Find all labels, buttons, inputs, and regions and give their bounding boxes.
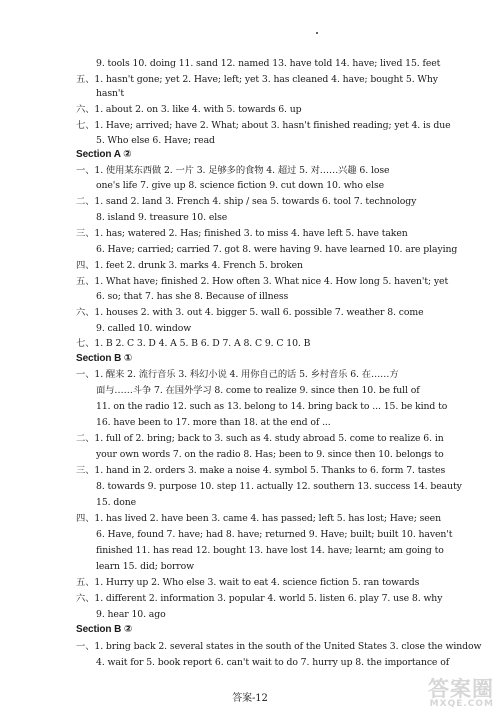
answer-line: 二、1. sand 2. land 3. French 4. ship / sea 5. towards 6. tool 7. technology (76, 196, 417, 207)
answer-line: 9. called 10. window (96, 323, 192, 334)
answer-line: 16. have been to 17. more than 18. at the end of ... (96, 417, 331, 428)
section-heading: Section B ① (76, 353, 133, 364)
section-heading: Section A ② (76, 149, 132, 160)
answer-line: 六、1. about 2. on 3. like 4. with 5. towards 6. up (76, 104, 302, 115)
answer-line: 六、1. houses 2. with 3. out 4. bigger 5. wall 6. possible 7. weather 8. come (76, 307, 424, 318)
watermark-small: MXQE.COM (429, 699, 494, 709)
answer-line: 9. tools 10. doing 11. sand 12. named 13. have told 14. have; lived 15. feet (96, 58, 441, 69)
answer-line: 七、1. B 2. C 3. D 4. A 5. B 6. D 7. A 8. C 9. C 10. B (76, 338, 311, 349)
answer-line: 6. Have, found 7. have; had 8. have; returned 9. Have; built; built 10. haven't (96, 529, 453, 540)
watermark-big: 答案圈 (428, 677, 494, 701)
answer-line: 七、1. Have; arrived; have 2. What; about 3. hasn't finished reading; yet 4. is due (76, 120, 451, 131)
answer-line: 5. Who else 6. Have; read (96, 135, 215, 146)
answer-line: 二、1. full of 2. bring; back to 3. such as 4. study abroad 5. come to realize 6. in (76, 433, 444, 444)
answer-line: 一、1. bring back 2. several states in the south of the United States 3. close the window (76, 641, 482, 652)
stray-mark (316, 32, 318, 34)
answer-line: 11. on the radio 12. such as 13. belong to 14. bring back to ... 15. be kind to (96, 401, 448, 412)
answer-line: learn 15. did; borrow (96, 561, 195, 572)
answer-line: 四、1. has lived 2. have been 3. came 4. has passed; left 5. has lost; Have; seen (76, 513, 441, 524)
answer-line: 8. island 9. treasure 10. else (96, 212, 228, 223)
answer-line: 六、1. different 2. information 3. popular 4. world 5. listen 6. play 7. use 8. why (76, 593, 443, 604)
answer-line: 三、1. has; watered 2. Has; finished 3. to miss 4. have left 5. have taken (76, 228, 408, 239)
answer-line: 三、1. hand in 2. orders 3. make a noise 4. symbol 5. Thanks to 6. form 7. tastes (76, 465, 446, 476)
section-heading: Section B ② (76, 624, 133, 635)
answer-line: 四、1. feet 2. drunk 3. marks 4. French 5. broken (76, 260, 303, 271)
answer-line: finished 11. has read 12. bought 13. have lost 14. have; learnt; am going to (96, 545, 444, 556)
answer-line: 8. towards 9. purpose 10. step 11. actually 12. southern 13. success 14. beauty (96, 481, 462, 492)
answer-line: 6. Have; carried; carried 7. got 8. were having 9. have learned 10. are playing (96, 244, 458, 255)
watermark-logo (402, 679, 494, 709)
answer-line: 6. so; that 7. has she 8. Because of illness (96, 291, 289, 302)
answer-line: 4. wait for 5. book report 6. can't wait to do 7. hurry up 8. the importance of (96, 657, 450, 668)
page-footer: 答案-12 (232, 693, 268, 704)
answer-line: 五、1. hasn't gone; yet 2. Have; left; yet 3. has cleaned 4. have; bought 5. Why (76, 74, 438, 85)
answer-line: 9. hear 10. ago (96, 609, 166, 620)
answer-line: 一、1. 醒来 2. 流行音乐 3. 科幻小说 4. 用你自己的话 5. 乡村音乐 6. 在……方 (76, 369, 399, 380)
answer-line: hasn't (96, 88, 124, 99)
answer-line: 五、1. Hurry up 2. Who else 3. wait to eat 4. science fiction 5. ran towards (76, 577, 420, 588)
answer-line: 面与……斗争 7. 在国外学习 8. come to realize 9. since then 10. be full of (96, 385, 420, 396)
answer-line: 15. done (96, 497, 136, 508)
answer-line: 五、1. What have; finished 2. How often 3. What nice 4. How long 5. haven't; yet (76, 276, 449, 287)
answer-line: 一、1. 使用某东西做 2. 一片 3. 足够多的食物 4. 超过 5. 对……兴趣 6. lose (76, 165, 390, 176)
answer-line: one's life 7. give up 8. science fiction 9. cut down 10. who else (96, 180, 385, 191)
answer-line: your own words 7. on the radio 8. Has; been to 9. since then 10. belongs to (96, 449, 444, 460)
